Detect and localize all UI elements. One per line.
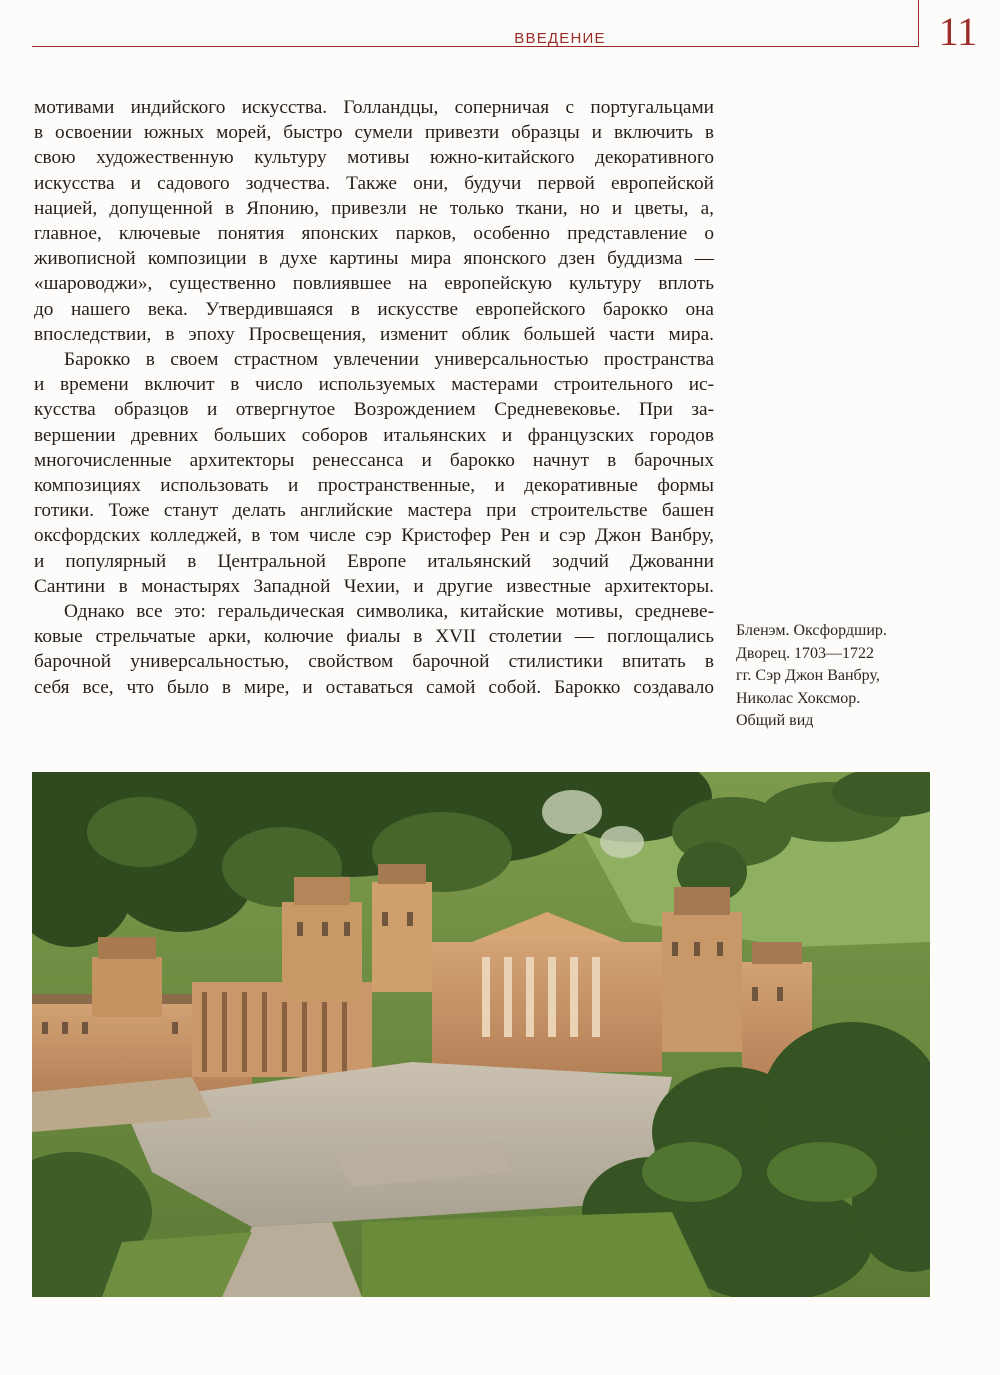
running-head: ВВЕДЕНИЕ xyxy=(514,30,606,47)
paragraph-3 xyxy=(34,599,714,700)
text-line: готики. Тоже станут делать английские мастера при строительстве башен xyxy=(34,500,714,522)
text-line: ковые стрельчатые арки, колючие фиалы в XVII столетии — поглощались xyxy=(34,626,714,648)
text-line: свою художественную культуру мотивы южно-китайского декоративного xyxy=(34,147,714,169)
body-text xyxy=(34,95,714,700)
photo-caption xyxy=(736,620,936,733)
text-line: до нашего века. Утвердившаяся в искусстве европейского барокко она xyxy=(34,298,714,320)
text-line: вершении древних больших соборов итальянских и французских городов xyxy=(34,424,714,446)
text-line: Сантини в монастырях Западной Чехии, и другие известные архитекторы. xyxy=(34,575,714,597)
caption-line: гг. Сэр Джон Ванбру, xyxy=(736,667,880,685)
text-line: кусства образцов и отвергнутое Возрождением Средневековье. При за- xyxy=(34,399,714,421)
blenheim-palace-photo xyxy=(32,772,930,1297)
header-divider xyxy=(918,0,919,47)
text-line: и популярный в Центральной Европе итальянский зодчий Джованни xyxy=(34,550,714,572)
text-line: композициях использовать и пространственные, и декоративные формы xyxy=(34,475,714,497)
text-line: нацией, допущенной в Японию, привезли не только ткани, но и цветы, а, xyxy=(34,197,714,219)
text-line: многочисленные архитекторы ренессанса и барокко начнут в барочных xyxy=(34,449,714,471)
text-line: искусства и садового зодчества. Также они, будучи первой европейской xyxy=(34,172,714,194)
text-line: себя все, что было в мире, и оставаться самой собой. Барокко создавало xyxy=(34,676,714,698)
page-number: 11 xyxy=(938,9,978,54)
text-line: Барокко в своем страстном увлечении универсальностью пространства xyxy=(64,349,714,371)
text-line: мотивами индийского искусства. Голландцы, соперничая с португальцами xyxy=(34,97,714,118)
text-line: и времени включит в число используемых мастерами строительного ис- xyxy=(34,374,714,396)
text-line: главное, ключевые понятия японских парков, особенно представление о xyxy=(34,223,714,245)
paragraph-2 xyxy=(34,347,714,599)
text-line: живописной композиции в духе картины мира японского дзен буддизма — xyxy=(34,248,714,270)
text-line: впоследствии, в эпоху Просвещения, изменит облик большей части мира. xyxy=(34,323,714,345)
text-line: барочной универсальностью, свойством барочной стилистики впитать в xyxy=(34,651,714,673)
caption-line: Дворец. 1703—1722 xyxy=(736,644,875,662)
caption-line: Общий вид xyxy=(736,712,814,730)
text-line: Однако все это: геральдическая символика, китайские мотивы, средневе- xyxy=(64,601,714,623)
paragraph-1 xyxy=(34,95,714,347)
caption-line: Бленэм. Оксфордшир. xyxy=(736,622,887,639)
caption-line: Николас Хоксмор. xyxy=(736,689,861,707)
text-line: оксфордских колледжей, в том числе сэр Кристофер Рен и сэр Джон Ванбру, xyxy=(34,525,714,547)
text-line: в освоении южных морей, быстро сумели привезти образцы и включить в xyxy=(34,122,714,144)
text-line: «шароводжи», существенно повлиявшее на европейскую культуру вплоть xyxy=(34,273,714,295)
